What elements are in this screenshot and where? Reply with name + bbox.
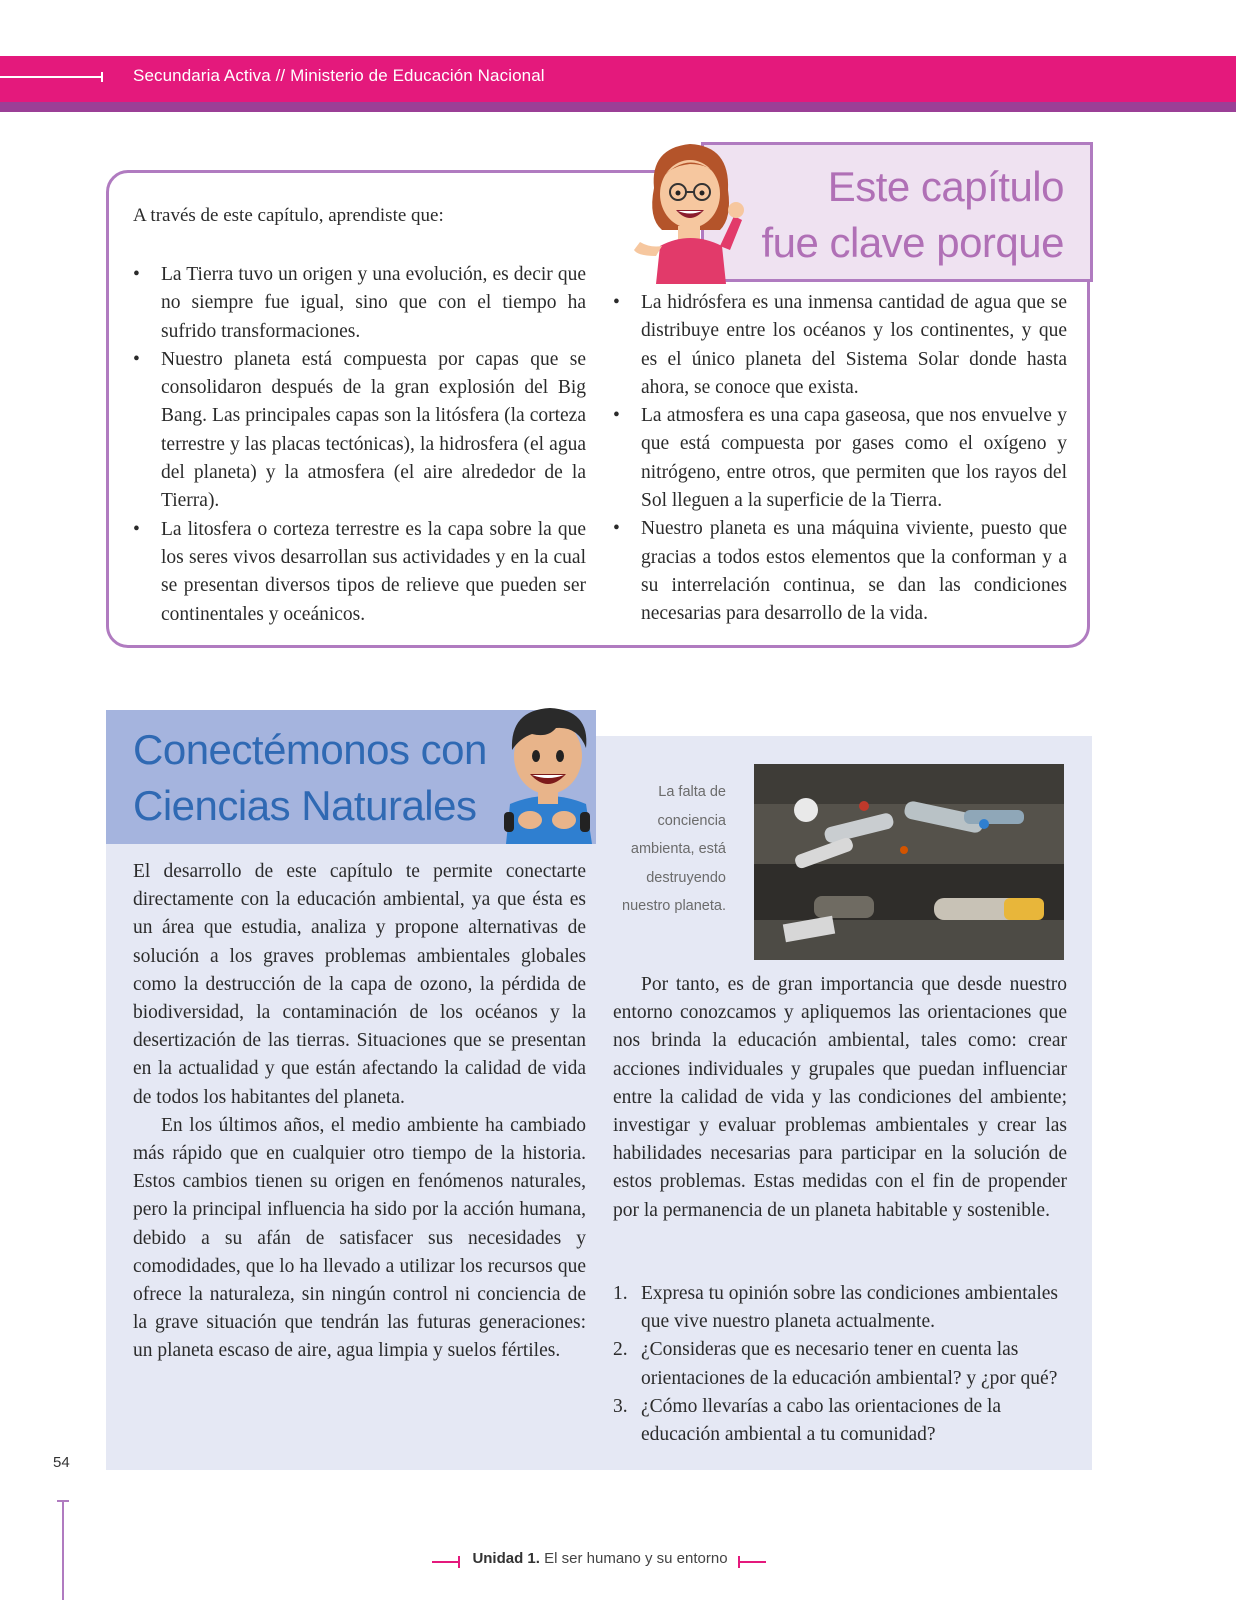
chapter-key-heading [761,159,1064,271]
header-stripe [0,102,1236,112]
list-item-text: La Tierra tuvo un origen y una evolución, es decir que no siempre fue igual, sino que con el tiempo ha sufrido transformaciones. [161,264,586,342]
header-rule-tick [101,72,103,82]
question-number: 1. [613,1283,628,1304]
bullet: • [133,264,140,285]
footer-unit [430,1550,770,1567]
question-text: ¿Consideras que es necesario tener en cuenta las orientaciones de la educación ambiental? y ¿por qué? [641,1339,1058,1389]
question-text: ¿Cómo llevarías a cabo las orientaciones de la educación ambiental a tu comunidad? [641,1395,1002,1446]
list-item [613,402,1067,515]
bullet: • [613,518,620,540]
boy-student-illustration [500,704,596,846]
list-item-text: La atmosfera es una capa gaseosa, que nos envuelve y que está compuesta por gases como el oxígeno y nitrógeno, entre otros, que permiten que los rayos del Sol lleguen a la superficie de la Tierra. [641,405,1067,512]
chapter-key-heading-box [701,142,1093,282]
summary-left-list [133,261,586,629]
list-item [613,515,1067,628]
question-item [613,1393,1073,1449]
footer-unit-title: El ser humano y su entorno [544,1550,728,1567]
chapter-key-heading-line1: Este capítulo [827,163,1064,210]
list-item-text: Nuestro planeta es una máquina viviente, puesto que gracias a todos estos elementos que la conforman y a su interrelación continua, se dan las condiciones necesarias para desarrollo de la vida. [641,518,1067,625]
header-rule [0,76,102,78]
connect-section-title [133,722,487,834]
question-text: Expresa tu opinión sobre las condiciones ambientales que vive nuestro planeta actualmente. [641,1283,1058,1333]
list-item-text: Nuestro planeta está compuesta por capas que se consolidaron después de la gran explosión del Big Bang. Las principales capas son la litósfera (la corteza terrestre y las placas tectónicas), la hidrosfera (el agua del planeta) y la atmosfera (el aire alrededor de la Tierra). [161,348,586,512]
margin-rule [62,1500,64,1600]
pollution-photo [754,764,1064,960]
connect-title-line2: Ciencias Naturales [133,782,477,829]
bullet: • [133,348,140,370]
paragraph: En los últimos años, el medio ambiente ha cambiado más rápido que en cualquier otro tiempo de la historia. Estos cambios tienen su origen en fenómenos naturales, pero la principal influencia ha sido por la acción humana, debido a su afán de satisfacer sus necesidades y comodidades, que lo ha llevado a utilizar los recursos que ofrece la naturaleza, sin ningún control ni conciencia de la grave situación que tendrán las futuras generaciones: un planeta escaso de aire, agua limpia y suelos fértiles. [133,1114,586,1362]
connect-right-text [613,971,1067,1225]
bullet: • [613,405,620,427]
list-item [133,261,586,346]
footer-unit-label: Unidad 1. [472,1550,540,1567]
list-item-text: La hidrósfera es una inmensa cantidad de agua que se distribuye entre los océanos y los continentes, y que es el único planeta del Sistema Solar donde hasta ahora, se conoce que exista. [641,292,1067,398]
list-item-text: La litosfera o corteza terrestre es la capa sobre la que los seres vivos desarrollan sus actividades y en la cual se presentan diversos tipos de relieve que pueden ser continentales y oceánicos. [161,518,586,625]
pollution-photo-art [754,764,1064,960]
connect-left-text [133,858,586,1366]
question-item [613,1336,1073,1392]
summary-intro: A través de este capítulo, aprendiste que: [133,205,444,226]
photo-caption: La falta de conciencia ambienta, está destruyendo nuestro planeta. [622,784,726,914]
chapter-key-heading-line2: fue clave porque [761,219,1064,266]
bullet: • [133,518,140,540]
connect-title-line1: Conectémonos con [133,726,487,773]
list-item [613,289,1067,402]
question-item [613,1280,1073,1336]
header-title: Secundaria Activa // Ministerio de Educación Nacional [133,66,545,85]
list-item [133,516,586,629]
question-number: 2. [613,1339,628,1361]
footer-rule-right [740,1561,766,1563]
bullet: • [613,292,620,313]
paragraph: Por tanto, es de gran importancia que desde nuestro entorno conozcamos y apliquemos las orientaciones que nos brinda la educación ambiental, tales como: crear acciones individuales y grupales que puedan influenciar entre la calidad de vida y las condiciones del ambiente; investigar y evaluar problemas ambientales y crear las habilidades necesarias para participar en la solución de estos problemas. Estas medidas con el fin de propender por la permanencia de un planeta habitable y sostenible. [613,974,1067,1221]
page-number: 54 [53,1454,70,1471]
list-item [133,346,586,516]
questions-list [613,1280,1073,1449]
summary-right-list [613,289,1067,629]
question-number: 3. [613,1395,628,1417]
girl-teacher-illustration [632,138,752,288]
paragraph: El desarrollo de este capítulo te permite conectarte directamente con la educación ambiental, ya que ésta es un área que estudia, analiza y propone alternativas de solución a los graves problemas ambientales globales como la destrucción de la capa de ozono, la pérdida de biodiversidad, la contaminación de los océanos y la desertización de las tierras. Situaciones que se presentan en la actualidad y que están afectando la calidad de vida de todos los habitantes del planeta. [133,861,586,1108]
